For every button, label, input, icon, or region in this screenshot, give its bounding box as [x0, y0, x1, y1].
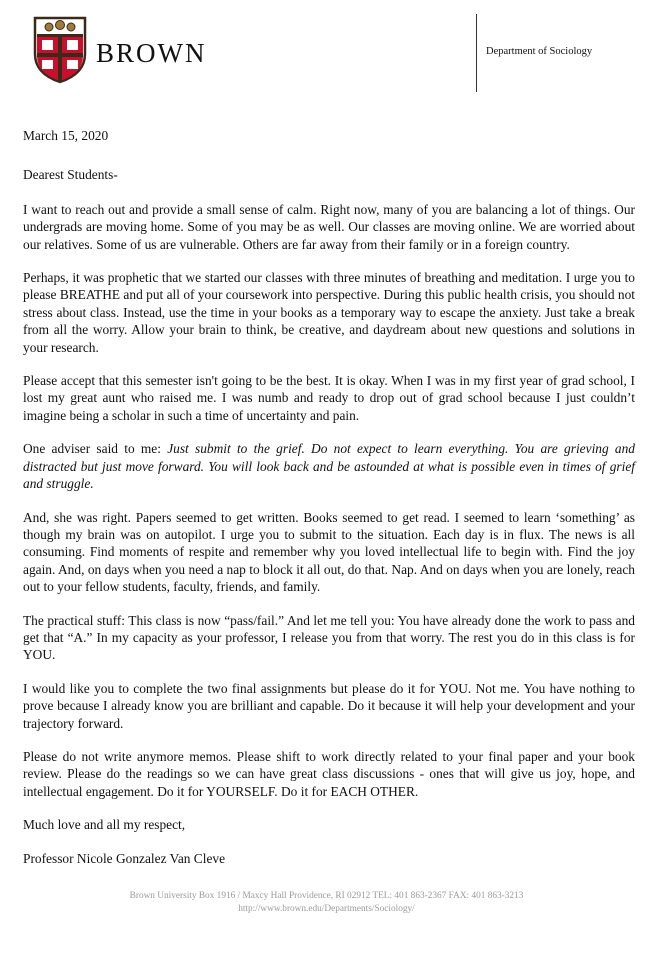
footer-url: http://www.brown.edu/Departments/Sociology/	[238, 904, 415, 914]
paragraph-1: I want to reach out and provide a small sense of calm. Right now, many of you are balancing a lot of things. Our undergrads are moving home. Some of you may be as well. Our classes are moving online. We are worried about our relatives. Some of us are vulnerable. Others are far away from their family or in a foreign country.	[23, 201, 635, 252]
paragraph-8: Please do not write anymore memos. Please shift to work directly related to your final paper and your book review. Please do the readings so we can have great class discussions - ones that will give us joy, hope, and intellectual engagement. Do it for YOURSELF. Do it for EACH OTHER.	[23, 748, 635, 799]
brown-wordmark: BROWN	[96, 38, 207, 68]
paragraph-4-lead: One adviser said to me:	[23, 441, 168, 457]
letter-body	[23, 127, 635, 867]
signature: Professor Nicole Gonzalez Van Cleve	[23, 850, 226, 866]
letterhead	[0, 0, 653, 120]
adviser-quote: Just submit to the grief. Do not expect to learn everything. You are grieving and distracted but just move forward. You will look back and be astounded at what is possible even in times of grief and struggle.	[23, 441, 635, 492]
closing: Much love and all my respect,	[23, 817, 186, 833]
footer	[0, 890, 653, 916]
salutation: Dearest Students-	[23, 167, 118, 183]
letter-date: March 15, 2020	[23, 128, 109, 143]
paragraph-5: And, she was right. Papers seemed to get written. Books seemed to get read. I seemed to learn ‘something’ as though my brain was on autopilot. I urge you to submit to the situation. Each day is in flux. The news is all consuming. Find moments of respite and remember why you loved intellectual life to begin with. Find the joy again. And, on days when you need a nap to block it all out, do that. Nap. And on days when you are lonely, reach out to your fellow students, faculty, friends, and family.	[23, 509, 635, 595]
paragraph-2: Perhaps, it was prophetic that we started our classes with three minutes of breathing and meditation. I urge you to please BREATHE and put all of your coursework into perspective. During this public health crisis, you should not stress about class. Instead, use the time in your books as a temporary way to escape the anxiety. Just take a break from all the worry. Allow your brain to think, be creative, and daydream about new questions and solutions in your research.	[23, 270, 635, 355]
letterhead-divider	[476, 14, 477, 92]
paragraph-7: I would like you to complete the two final assignments but please do it for YOU. Not me. You have nothing to prove because I already know you are brilliant and capable. Do it because it will help your development and your trajectory forward.	[23, 680, 635, 731]
brown-shield-logo	[32, 14, 88, 84]
paragraph-6: The practical stuff: This class is now “pass/fail.” And let me tell you: You have already done the work to pass and get that “A.” In my capacity as your professor, I release you from that worry. The rest you do in this class is for YOU.	[23, 612, 635, 663]
department-name: Department of Sociology	[486, 46, 593, 57]
paragraph-4	[23, 440, 635, 492]
footer-address: Brown University Box 1916 / Maxcy Hall Providence, RI 02912 TEL: 401 863-2367 FAX: 401 863-3213	[129, 891, 524, 901]
paragraph-3: Please accept that this semester isn't going to be the best. It is okay. When I was in my first year of grad school, I lost my great aunt who raised me. I was numb and ready to drop out of grad school because I just couldn’t imagine being a scholar in such a time of uncertainty and pain.	[23, 373, 635, 423]
